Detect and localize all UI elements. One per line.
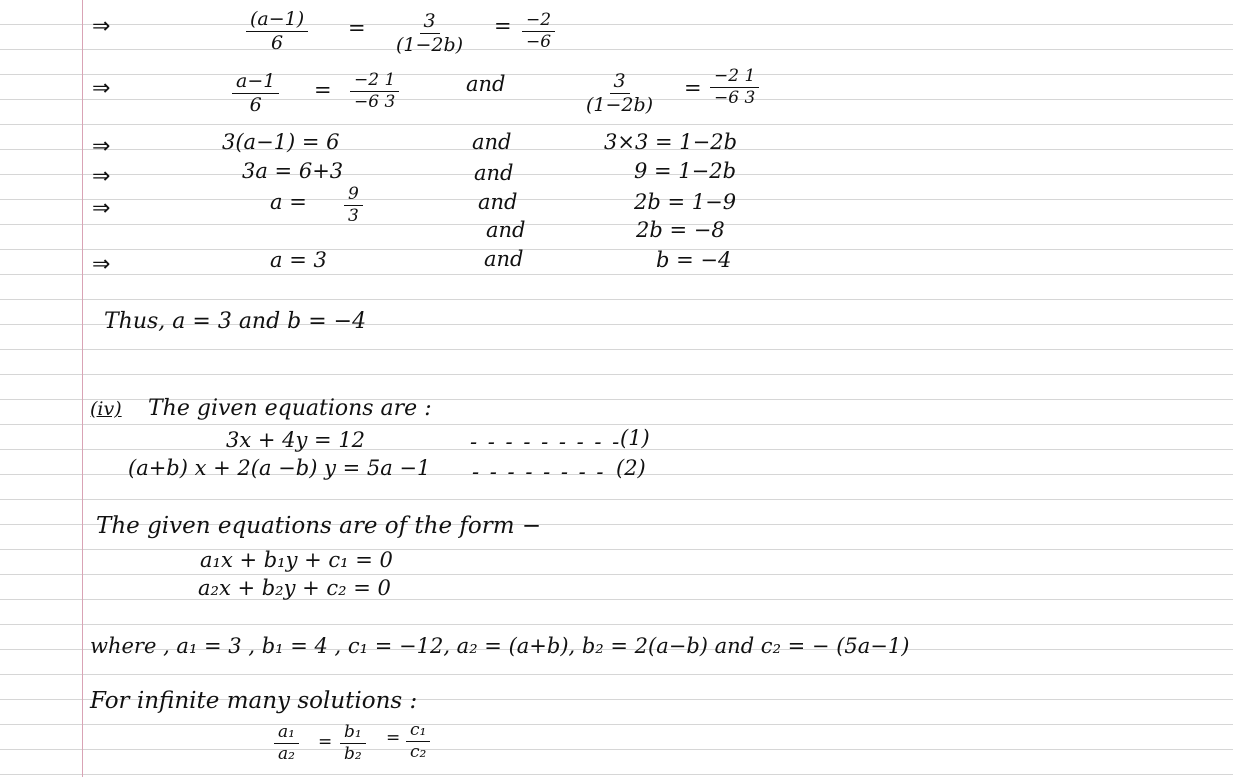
fraction-a1-over-a2 [274, 724, 299, 763]
numerator: a₁ [274, 724, 299, 744]
denominator: 6 [249, 94, 262, 116]
implies-arrow: ⇒ [92, 76, 111, 101]
equation-right: 3×3 = 1−2b [604, 130, 738, 154]
fraction-b1-over-b2 [340, 724, 366, 763]
denominator: (1−2b) [586, 94, 654, 116]
equals-sign: = [386, 728, 401, 748]
equation-left: a = [270, 190, 307, 214]
equation-left: 3a = 6+3 [242, 159, 344, 183]
numerator: −2 [522, 12, 555, 32]
part-label: (iv) [90, 398, 122, 420]
equation-2: (a+b) x + 2(a −b) y = 5a −1 [128, 456, 431, 480]
numerator: −2 1 [350, 72, 399, 92]
denominator: 3 [348, 206, 359, 226]
denominator: c₂ [410, 742, 427, 762]
dashes: - - - - - - - - - [470, 430, 622, 454]
equals-sign: = [314, 78, 332, 102]
equation-right: 2b = 1−9 [634, 190, 737, 214]
denominator: −6 [526, 32, 552, 52]
and-word: and [472, 130, 512, 154]
equation-number-1: (1) [620, 426, 650, 450]
and-word: and [484, 247, 524, 271]
numerator: 9 [344, 186, 363, 206]
fraction-c1-over-c2 [406, 722, 430, 761]
numerator: (a−1) [246, 10, 308, 32]
implies-arrow: ⇒ [92, 252, 111, 277]
implies-arrow: ⇒ [92, 134, 111, 159]
numerator: 3 [610, 72, 630, 94]
equals-sign: = [494, 14, 512, 38]
equation-left: 3(a−1) = 6 [222, 130, 340, 154]
implies-arrow: ⇒ [92, 164, 111, 189]
and-word: and [466, 72, 506, 96]
denominator: −6 3 [354, 92, 396, 112]
equals-sign: = [348, 16, 366, 40]
general-equation-1: a₁x + b₁y + c₁ = 0 [200, 548, 393, 572]
equation-number-2: (2) [616, 456, 646, 480]
fraction-a-minus-1-over-6 [246, 10, 308, 53]
equation-right: 9 = 1−2b [634, 159, 737, 183]
implies-arrow: ⇒ [92, 14, 111, 39]
and-word: and [486, 218, 526, 242]
numerator: a−1 [232, 72, 279, 94]
fraction-cancelled [350, 72, 399, 111]
equation-right: b = −4 [656, 248, 732, 272]
and-word: and [474, 161, 514, 185]
numerator: c₁ [406, 722, 430, 742]
conclusion-text: Thus, a = 3 and b = −4 [104, 309, 367, 334]
coefficients-line: where , a₁ = 3 , b₁ = 4 , c₁ = −12, a₂ = (a+b), b₂ = 2(a−b) and c₂ = − (5a−1) [90, 634, 910, 658]
denominator: 6 [271, 32, 284, 54]
form-intro: The given equations are of the form − [96, 513, 542, 539]
equation-right: 2b = −8 [636, 218, 725, 242]
implies-arrow: ⇒ [92, 196, 111, 221]
fraction-3-over-1-minus-2b [392, 12, 467, 55]
numerator: −2 1 [710, 68, 759, 88]
denominator: −6 3 [714, 88, 756, 108]
denominator: (1−2b) [396, 34, 464, 56]
general-equation-2: a₂x + b₂y + c₂ = 0 [198, 576, 391, 600]
equation-left: a = 3 [270, 248, 327, 272]
equation-1: 3x + 4y = 12 [226, 428, 366, 452]
fraction-9-over-3 [344, 186, 363, 225]
equals-sign: = [318, 732, 333, 752]
numerator: 3 [420, 12, 440, 34]
infinite-solutions-intro: For infinite many solutions : [90, 688, 418, 714]
numerator: b₁ [340, 724, 366, 744]
dashes: - - - - - - - - [472, 460, 606, 484]
equals-sign: = [684, 76, 702, 100]
margin-line [82, 0, 83, 777]
fraction-3-over-1-minus-2b [582, 72, 657, 115]
denominator: b₂ [344, 744, 362, 764]
fraction-cancelled [710, 68, 759, 107]
part-intro: The given equations are : [148, 396, 432, 421]
fraction-minus2-over-minus6 [522, 12, 555, 51]
denominator: a₂ [278, 744, 295, 764]
fraction-a-minus-1-over-6 [232, 72, 279, 115]
and-word: and [478, 190, 518, 214]
